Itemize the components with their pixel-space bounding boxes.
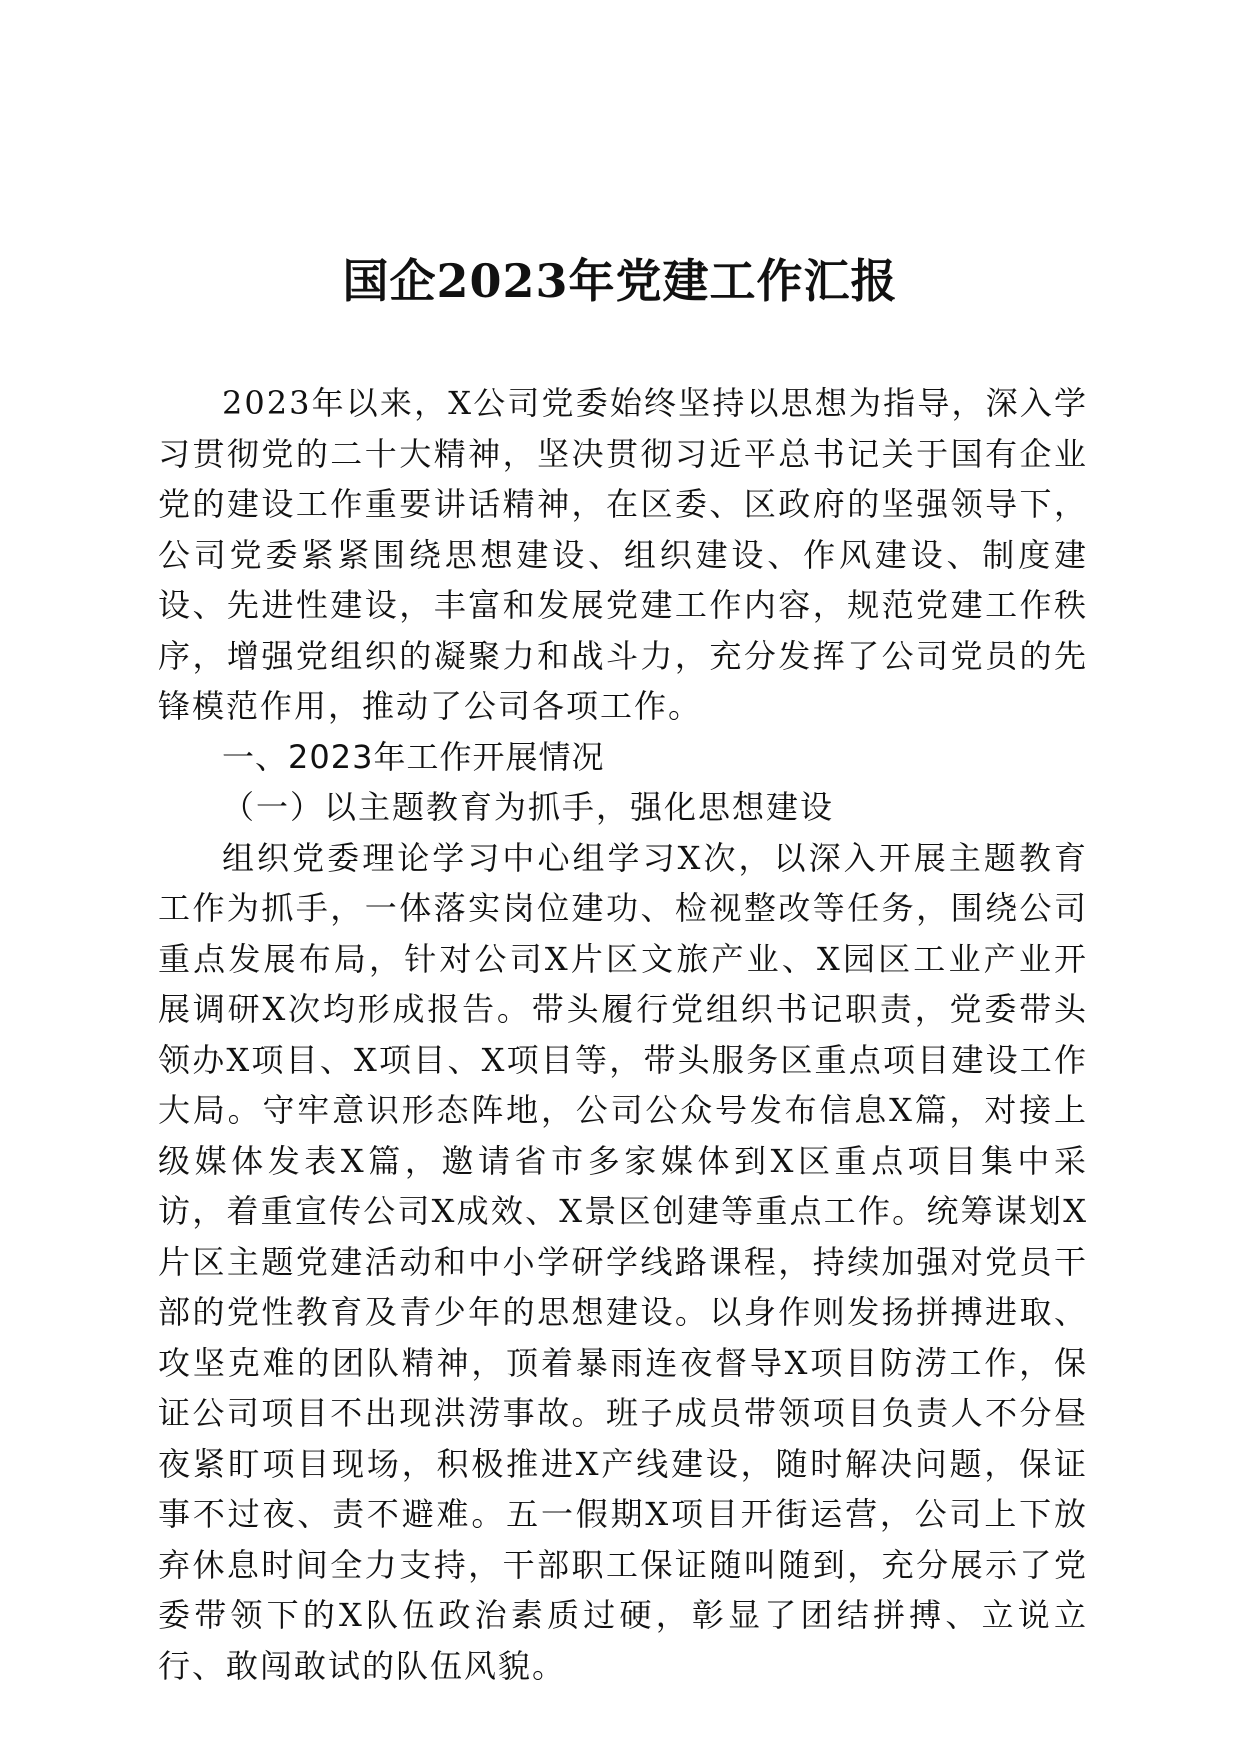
subsection-heading: （一）以主题教育为抓手，强化思想建设 <box>222 788 835 826</box>
document-title: 国企2023年党建工作汇报 <box>342 254 898 308</box>
section-heading: 一、2023年工作开展情况 <box>222 737 605 776</box>
document-body <box>158 378 1088 1691</box>
body-paragraph: 组织党委理论学习中心组学习X次，以深入开展主题教育工作为抓手，一体落实岗位建功、检视整改等任务，围绕公司重点发展布局，针对公司X片区文旅产业、X园区工业产业开展调研X次均形成报告。带头履行党组织书记职责，党委带头领办X项目、X项目、X项目等，带头服务区重点项目建设工作大局。守牢意识形态阵地，公司公众号发布信息X篇，对接上级媒体发表X篇，邀请省市多家媒体到X区重点项目集中采访，着重宣传公司X成效、X景区创建等重点工作。统筹谋划X片区主题党建活动和中小学研学线路课程，持续加强对党员干部的党性教育及青少年的思想建设。以身作则发扬拼搏进取、攻坚克难的团队精神，顶着暴雨连夜督导X项目防涝工作，保证公司项目不出现洪涝事故。班子成员带领项目负责人不分昼夜紧盯项目现场，积极推进X产线建设，随时解决问题，保证事不过夜、责不避难。五一假期X项目开街运营，公司上下放弃休息时间全力支持，干部职工保证随叫随到，充分展示了党委带领下的X队伍政治素质过硬，彰显了团结拼搏、立说立行、敢闯敢试的队伍风貌。 <box>158 838 1088 1685</box>
intro-paragraph: 2023年以来，X公司党委始终坚持以思想为指导，深入学习贯彻党的二十大精神，坚决贯彻习近平总书记关于国有企业党的建设工作重要讲话精神，在区委、区政府的坚强领导下，公司党委紧紧围绕思想建设、组织建设、作风建设、制度建设、先进性建设，丰富和发展党建工作内容，规范党建工作秩序，增强党组织的凝聚力和战斗力，充分发挥了公司党员的先锋模范作用，推动了公司各项工作。 <box>158 384 1088 725</box>
